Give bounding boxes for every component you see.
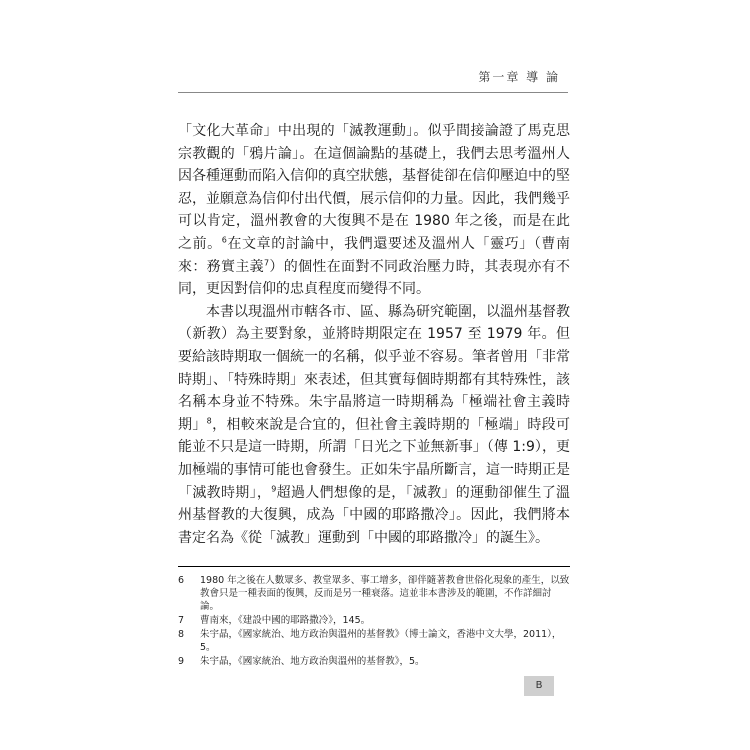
footnote-number: 6: [178, 575, 185, 586]
paragraph-text: 本書以現溫州市轄各市、區、縣為研究範圍，以溫州基督教（新教）為主要對象，並將時期限定在 1957 至 1979 年。但要給該時期取一個統一的名稱，似乎並不容易。筆者曾用「非常時期」、「特殊時期」來表述，但其實每個時期都有其特殊性，該名稱本身並不特殊。朱宇晶將這一時期稱為「極端社會主義時期」: [178, 303, 570, 433]
footnote-ref-9[interactable]: 9: [271, 483, 277, 493]
footnote-divider: [178, 566, 570, 567]
paragraph-text: 「文化大革命」中出現的「滅教運動」。似乎間接論證了馬克思宗教觀的「鴉片論」。在這個論點的基礎上，我們去思考溫州人因各種運動而陷入信仰的真空狀態，基督徒卻在信仰壓迫中的堅忍，並願意為信仰付出代價，展示信仰的力量。因此，我們幾乎可以肯定，溫州教會的大復興不是在 1980 年之後，而是在此之前。: [178, 123, 570, 252]
footnote: [178, 574, 570, 613]
page-number: B: [524, 676, 554, 696]
header-divider: [178, 92, 568, 93]
footnote-number: 9: [178, 656, 185, 667]
footnote-text: 1980 年之後在人數眾多、教堂眾多、事工增多，卻伴隨著教會世俗化現象的產生，以致教會只是一種表面的復興，反而是另一種衰落。這並非本書涉及的範圍，不作詳細討論。: [200, 575, 570, 612]
footnote-number: 8: [178, 629, 185, 640]
body-text: [178, 120, 570, 549]
paragraph-text: ，相較來說是合宜的，但社會主義時期的「極端」時段可能並不只是這一時期，所謂「日光之下並無新事」（傳 1:9），更加極端的事情可能也會發生。正如朱宇晶所斷言，這一時期正是「滅教時期」，: [178, 416, 571, 501]
footnote-text: 朱宇晶，《國家統治、地方政治與溫州的基督教》，5。: [200, 656, 425, 667]
footnote-text: 曹南來，《建設中國的耶路撒冷》，145。: [200, 615, 371, 626]
footnote-text: 朱宇晶，《國家統治、地方政治與溫州的基督教》（博士論文，香港中文大學，2011），5。: [200, 629, 562, 653]
paragraph-2: [178, 301, 570, 550]
footnote: [178, 628, 570, 654]
footnote-ref-7[interactable]: 7: [263, 257, 270, 267]
footnote-number: 7: [178, 615, 185, 626]
footnotes: [178, 574, 570, 669]
paragraph-text: 超過人們想像的是，「滅教」的運動卻催生了溫州基督教的大復興，成為「中國的耶路撒冷」。因此，我們將本書定名為《從「滅教」運動到「中國的耶路撒冷」的誕生》。: [178, 484, 571, 546]
paragraph-text: 在文章的討論中，我們還要述及溫州人「靈巧」（曹南來：務實主義: [178, 235, 571, 275]
paragraph-1: [178, 120, 570, 301]
footnote-ref-6[interactable]: 6: [221, 235, 227, 245]
footnote: [178, 655, 570, 668]
footnote: [178, 614, 570, 627]
footnote-ref-8[interactable]: 8: [206, 416, 212, 426]
running-header: 第一章 導 論: [478, 70, 560, 84]
paragraph-text: ）的個性在面對不同政治壓力時，其表現亦有不同，更因對信仰的忠貞程度而變得不同。: [178, 258, 571, 298]
